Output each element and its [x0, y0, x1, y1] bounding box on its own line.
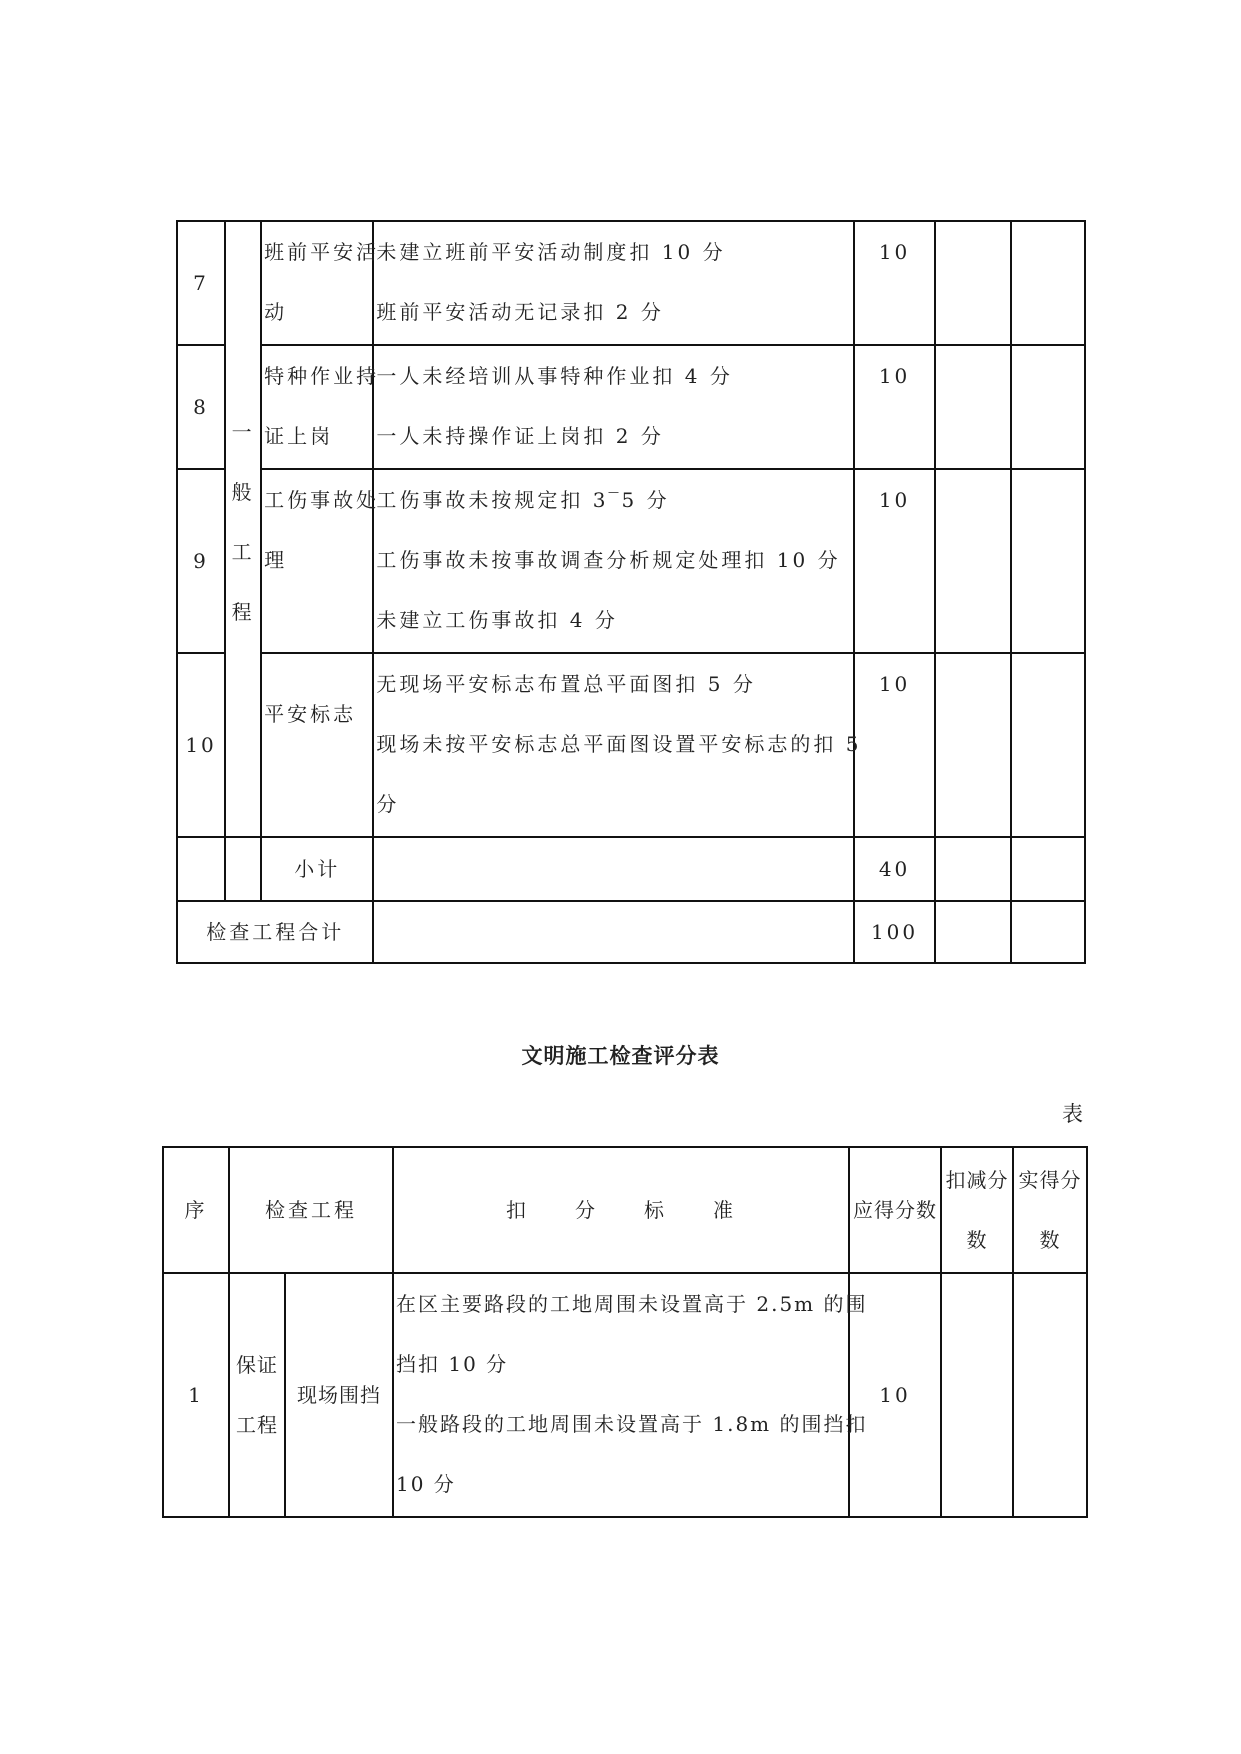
item-cell — [261, 345, 380, 469]
criteria-line: 无现场平安标志布置总平面图扣 5 分 — [376, 672, 756, 696]
criteria-line: 未建立工伤事故扣 4 分 — [376, 608, 618, 632]
item-text: 动 — [264, 300, 288, 324]
criteria-line: 一人未持操作证上岗扣 2 分 — [376, 424, 664, 448]
actual-cell — [1011, 653, 1085, 837]
item-text: 理 — [264, 548, 288, 572]
criteria-line: 10 分 — [396, 1472, 456, 1496]
category-char: 般 — [231, 480, 255, 504]
actual-cell — [1011, 345, 1085, 469]
header-no: 序 — [163, 1147, 229, 1273]
item-cell — [261, 221, 380, 345]
row-number: 7 — [177, 221, 225, 345]
total-row — [177, 901, 1085, 963]
item-text: 班前平安活 — [264, 240, 380, 264]
header-deduct-line: 数 — [966, 1228, 988, 1252]
header-criteria: 扣 分 标 准 — [393, 1147, 849, 1273]
score-cell: 10 — [854, 221, 934, 345]
header-row — [163, 1147, 1087, 1273]
header-score: 应得分数 — [849, 1147, 941, 1273]
criteria-line: 班前平安活动无记录扣 2 分 — [376, 300, 664, 324]
criteria-line: 在区主要路段的工地周围未设置高于 2.5m 的围 — [396, 1292, 868, 1316]
criteria-line: 工伤事故未按规定扣 3‾5 分 — [376, 488, 670, 512]
category-cell — [229, 1273, 285, 1517]
category-char: 一 — [231, 420, 255, 444]
empty-cell — [225, 837, 261, 901]
actual-cell — [1011, 469, 1085, 653]
subtotal-row — [177, 837, 1085, 901]
deduct-cell — [935, 469, 1011, 653]
table-row — [177, 469, 1085, 653]
row-number: 1 — [163, 1273, 229, 1517]
criteria-line: 一般路段的工地周围未设置高于 1.8m 的围挡扣 — [396, 1412, 868, 1436]
item-cell — [261, 469, 380, 653]
deduct-cell — [935, 901, 1011, 963]
criteria-line: 未建立班前平安活动制度扣 10 分 — [376, 240, 726, 264]
subtotal-score: 40 — [854, 837, 934, 901]
item-text: 特种作业持 — [264, 364, 380, 388]
score-cell: 10 — [854, 469, 934, 653]
header-actual — [1013, 1147, 1087, 1273]
total-score: 100 — [854, 901, 934, 963]
score-cell: 10 — [854, 345, 934, 469]
criteria-cell — [373, 221, 854, 345]
score-cell: 10 — [849, 1273, 941, 1517]
deduct-cell — [941, 1273, 1013, 1517]
criteria-line: 一人未经培训从事特种作业扣 4 分 — [376, 364, 733, 388]
category-char: 程 — [231, 600, 255, 624]
category-char: 工 — [231, 540, 255, 564]
criteria-line: 工伤事故未按事故调查分析规定处理扣 10 分 — [376, 548, 841, 572]
criteria-cell — [373, 345, 854, 469]
item-text: 平安标志 — [264, 702, 357, 726]
criteria-cell — [373, 469, 854, 653]
deduct-cell — [935, 221, 1011, 345]
deduct-cell — [935, 345, 1011, 469]
score-cell: 10 — [854, 653, 934, 837]
civilized-construction-score-table — [162, 1146, 1088, 1518]
header-actual-line: 数 — [1039, 1228, 1061, 1252]
table-row — [163, 1273, 1087, 1517]
table-row — [177, 221, 1085, 345]
table-row — [177, 345, 1085, 469]
empty-cell — [177, 837, 225, 901]
criteria-cell — [393, 1273, 868, 1517]
header-deduct — [941, 1147, 1013, 1273]
table-caption: 表 — [1062, 1102, 1083, 1126]
header-actual-line: 实得分 — [1018, 1168, 1082, 1192]
total-label: 检查工程合计 — [177, 901, 373, 963]
row-number: 9 — [177, 469, 225, 653]
criteria-line: 挡扣 10 分 — [396, 1352, 509, 1376]
header-item: 检查工程 — [229, 1147, 393, 1273]
safety-score-table-continued — [176, 220, 1086, 964]
table-row — [177, 653, 1085, 837]
page-title: 文明施工检查评分表 — [521, 1044, 720, 1068]
actual-cell — [1011, 221, 1085, 345]
header-deduct-line: 扣减分 — [945, 1168, 1009, 1192]
category-text: 工程 — [236, 1413, 278, 1437]
actual-cell — [1011, 837, 1085, 901]
item-cell: 现场围挡 — [285, 1273, 393, 1517]
empty-cell — [373, 837, 854, 901]
item-text: 工伤事故处 — [264, 488, 380, 512]
deduct-cell — [935, 837, 1011, 901]
row-number: 8 — [177, 345, 225, 469]
deduct-cell — [935, 653, 1011, 837]
empty-cell — [373, 901, 854, 963]
subtotal-label: 小计 — [261, 837, 373, 901]
criteria-cell — [373, 653, 862, 837]
criteria-line: 现场未按平安标志总平面图设置平安标志的扣 5 — [376, 732, 862, 756]
item-text: 证上岗 — [264, 424, 334, 448]
criteria-line: 分 — [376, 792, 400, 816]
category-text: 保证 — [236, 1353, 278, 1377]
item-cell — [261, 653, 373, 837]
category-cell — [225, 221, 261, 837]
actual-cell — [1011, 901, 1085, 963]
actual-cell — [1013, 1273, 1087, 1517]
row-number: 10 — [177, 653, 225, 837]
